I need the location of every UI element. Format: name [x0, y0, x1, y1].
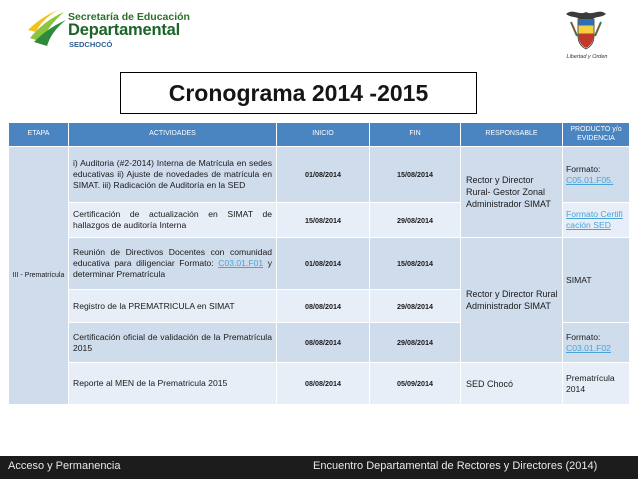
- footer-left-text: Acceso y Permanencia: [8, 460, 121, 472]
- header-etapa: ETAPA: [9, 123, 69, 147]
- producto-cell: [563, 147, 630, 203]
- activity-cell: i) Auditoria (#2-2014) Interna de Matrícula en sedes educativas ii) Ajuste de novedades de matrícula en SIMAT. iii) Radicación de Auditoría en la SED: [69, 147, 277, 203]
- table-row: [9, 147, 630, 203]
- sed-choco-logo: [28, 8, 198, 48]
- colombia-coat-of-arms-icon: [563, 6, 609, 52]
- title-box: [120, 72, 477, 114]
- schedule-table: [8, 122, 630, 405]
- header-actividades: ACTIVIDADES: [69, 123, 277, 147]
- producto-label: Formato:: [566, 331, 601, 342]
- formato-c03-f01-link[interactable]: C03.01.F01: [218, 258, 264, 268]
- activity-cell: Certificación oficial de validación de la Prematrícula 2015: [69, 323, 277, 363]
- activity-text: Reunión de Directivos Docentes con comunidad educativa para diligenciar Formato:: [73, 247, 272, 268]
- formato-certificacion-link[interactable]: Formato Certificación SED: [566, 209, 623, 230]
- table-row: [9, 363, 630, 405]
- crest-caption: Libertad y Orden: [566, 54, 608, 60]
- inicio-cell: 08/08/2014: [277, 363, 370, 405]
- responsable-cell: Rector y Director Rural Administrador SIMAT: [461, 238, 563, 363]
- producto-cell: SIMAT: [563, 238, 630, 323]
- formato-c03-f02-link[interactable]: C03.01.F02: [566, 342, 611, 353]
- logo-line-secretaria: Secretaría de Educación: [68, 11, 190, 23]
- fin-cell: 05/09/2014: [370, 363, 461, 405]
- sed-logo-swoosh-icon: [28, 8, 68, 48]
- inicio-cell: 08/08/2014: [277, 323, 370, 363]
- responsable-cell: SED Chocó: [461, 363, 563, 405]
- footer-right-text: Encuentro Departamental de Rectores y Directores (2014): [313, 460, 598, 472]
- header-producto: PRODUCTO y/o EVIDENCIA: [563, 123, 630, 147]
- page-title: Cronograma 2014 -2015: [168, 79, 429, 106]
- responsable-cell: Rector y Director Rural- Gestor Zonal Administrador SIMAT: [461, 147, 563, 238]
- activity-cell: Reporte al MEN de la Prematricula 2015: [69, 363, 277, 405]
- activity-cell: [69, 238, 277, 290]
- inicio-cell: 08/08/2014: [277, 290, 370, 323]
- activity-text: y determinar Prematrícula: [73, 258, 272, 279]
- etapa-cell: III - Prematrícula: [9, 147, 69, 405]
- fin-cell: 15/08/2014: [370, 147, 461, 203]
- header-fin: FIN: [370, 123, 461, 147]
- footer-bar: [0, 456, 638, 479]
- header-inicio: INICIO: [277, 123, 370, 147]
- formato-c05-link[interactable]: C05.01.F05.: [566, 174, 614, 185]
- inicio-cell: 01/08/2014: [277, 238, 370, 290]
- logo-line-sedchoco: SEDCHOCÓ: [69, 40, 113, 49]
- inicio-cell: 15/08/2014: [277, 203, 370, 238]
- producto-cell: [563, 323, 630, 363]
- fin-cell: 29/08/2014: [370, 290, 461, 323]
- logo-line-departamental: Departamental: [68, 21, 181, 39]
- fin-cell: 29/08/2014: [370, 323, 461, 363]
- producto-label: Formato:: [566, 163, 601, 174]
- producto-cell: [563, 203, 630, 238]
- table-row: [9, 238, 630, 290]
- inicio-cell: 01/08/2014: [277, 147, 370, 203]
- header-responsable: RESPONSABLE: [461, 123, 563, 147]
- producto-cell: Prematrícula 2014: [563, 363, 630, 405]
- activity-cell: Certificación de actualización en SIMAT de hallazgos de auditoría Interna: [69, 203, 277, 238]
- fin-cell: 15/08/2014: [370, 238, 461, 290]
- fin-cell: 29/08/2014: [370, 203, 461, 238]
- table-header-row: [9, 123, 630, 147]
- activity-cell: Registro de la PREMATRICULA en SIMAT: [69, 290, 277, 323]
